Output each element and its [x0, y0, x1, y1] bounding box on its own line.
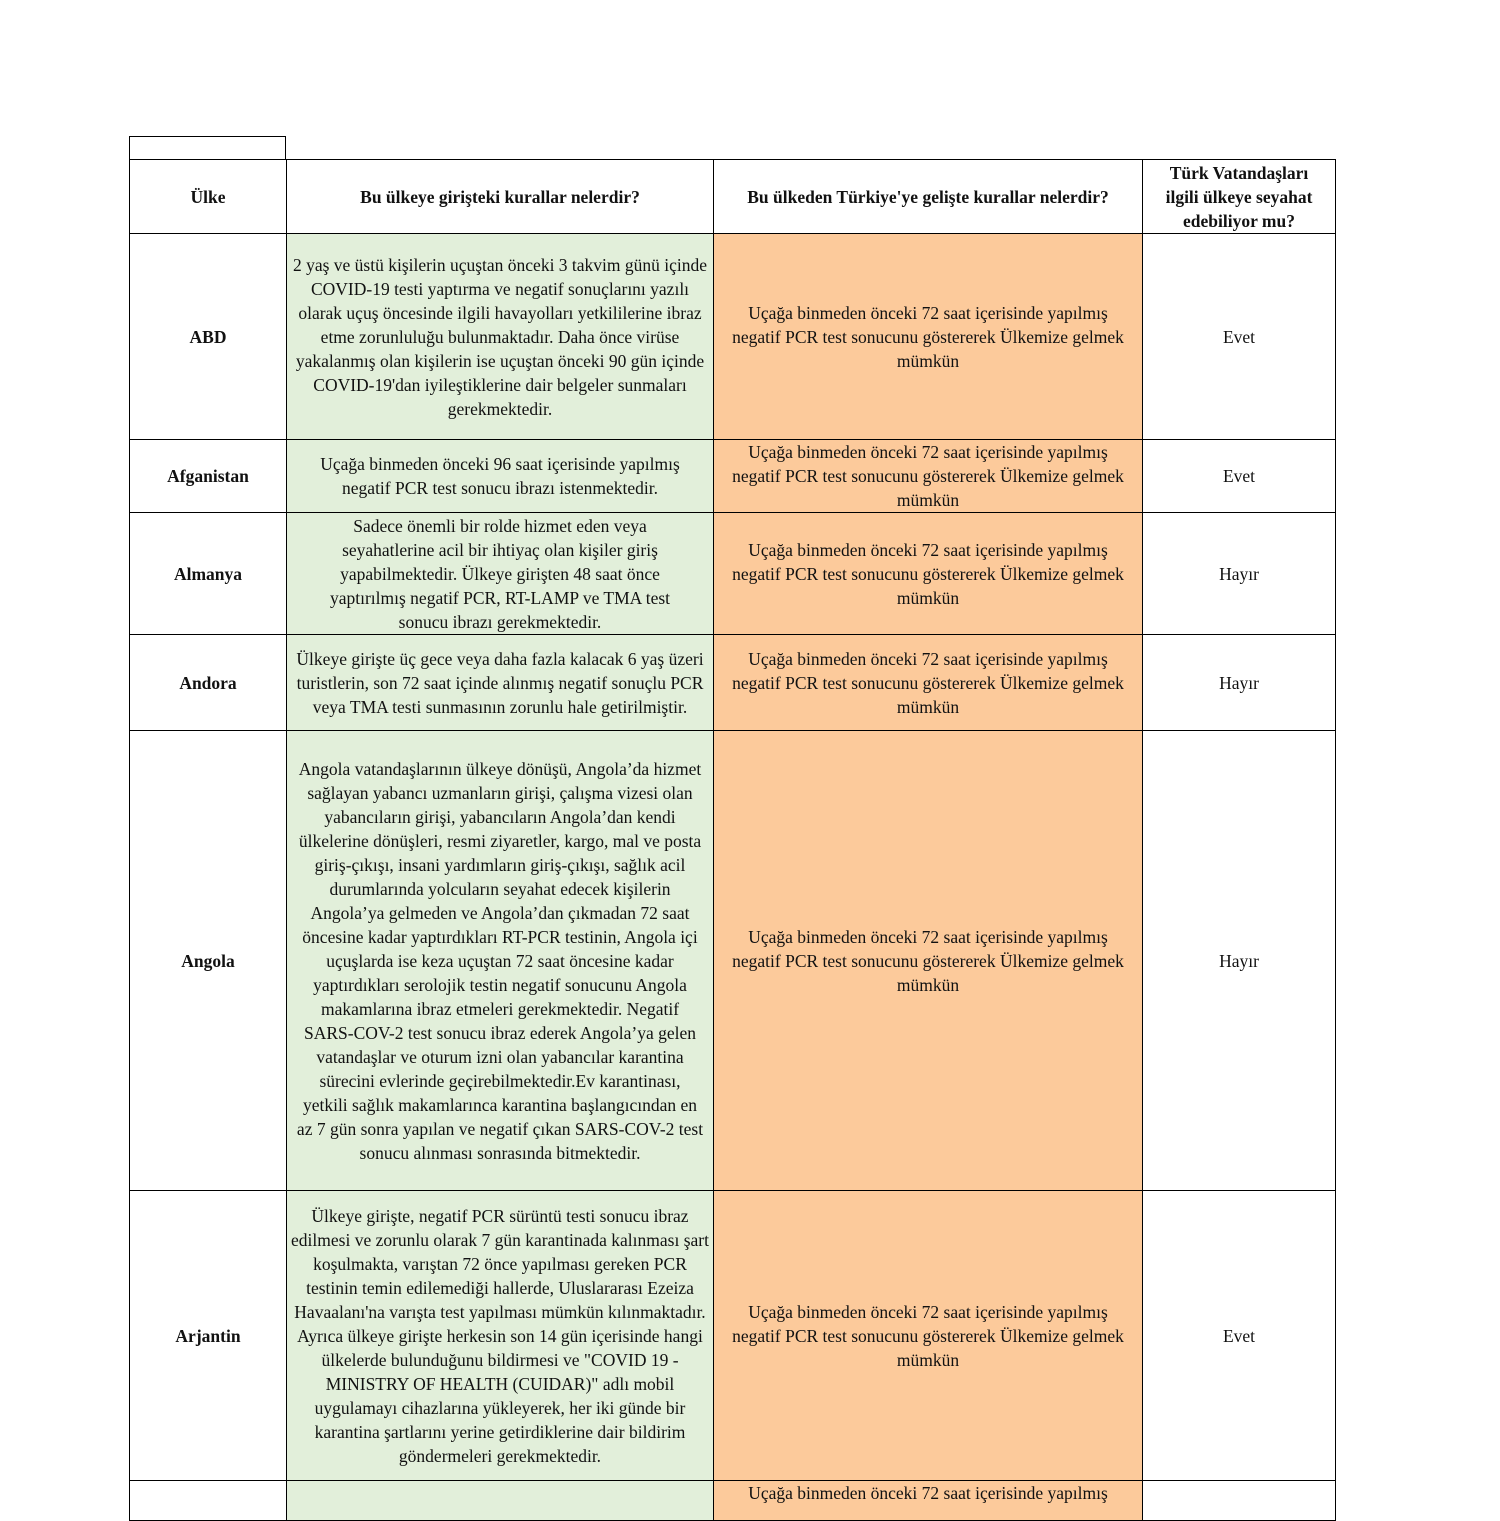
- return-rules-cell: Uçağa binmeden önceki 72 saat içerisinde yapılmış negatif PCR test sonucunu göstererek Ülkemize gelmek mümkün: [714, 513, 1143, 635]
- travel-allowed-cell: Evet: [1143, 1191, 1336, 1481]
- header-travel-allowed: Türk Vatandaşları ilgili ülkeye seyahat edebiliyor mu?: [1143, 160, 1336, 234]
- return-rules-cell: Uçağa binmeden önceki 72 saat içerisinde yapılmış negatif PCR test sonucunu göstererek Ülkemize gelmek mümkün: [714, 635, 1143, 731]
- entry-rules-cell: Uçağa binmeden önceki 96 saat içerisinde yapılmış negatif PCR test sonucu ibrazı istenmektedir.: [287, 440, 714, 513]
- entry-rules-cell: 2 yaş ve üstü kişilerin uçuştan önceki 3 takvim günü içinde COVID-19 testi yaptırma ve negatif sonuçlarını yazılı olarak uçuş öncesinde ilgili havayolları yetkililerine ibraz etme zorunluluğu bulunmaktadır. Daha önce virüse yakalanmış olan kişilerin ise uçuştan önceki 90 gün içinde COVID-19'dan iyileştiklerine dair belgeler sunmaları gerekmektedir.: [287, 234, 714, 440]
- country-cell: Afganistan: [130, 440, 287, 513]
- entry-rules-cell: Angola vatandaşlarının ülkeye dönüşü, Angola’da hizmet sağlayan yabancı uzmanların girişi, çalışma vizesi olan yabancıların girişi, yabancıların Angola’dan kendi ülkelerine dönüşleri, resmi ziyaretler, kargo, mal ve posta giriş-çıkışı, insani yardımların giriş-çıkışı, sağlık acil durumlarında yolcuların seyahat edecek kişilerin Angola’ya gelmeden ve Angola’dan çıkmadan 72 saat öncesine kadar yaptırdıkları RT-PCR testinin, Angola içi uçuşlarda ise keza uçuştan 72 saat öncesine kadar yaptırdıkları serolojik testin negatif sonucunu Angola makamlarına ibraz etmeleri gerekmektedir. Negatif SARS-COV-2 test sonucu ibraz ederek Angola’ya gelen vatandaşlar ve oturum izni olan yabancılar karantina sürecini evlerinde geçirebilmektedir.Ev karantinası, yetkili sağlık makamlarınca karantina başlangıcından en az 7 gün sonra yapılan ve negatif çıkan SARS-COV-2 test sonucu alınması sonrasında bitmektedir.: [287, 731, 714, 1191]
- entry-rules-cell: Ülkeye girişte üç gece veya daha fazla kalacak 6 yaş üzeri turistlerin, son 72 saat içinde alınmış negatif sonuçlu PCR veya TMA testi sunmasının zorunlu hale getirilmiştir.: [287, 635, 714, 731]
- table-row: [130, 731, 1336, 1191]
- return-rules-cell: Uçağa binmeden önceki 72 saat içerisinde yapılmış negatif PCR test sonucunu göstererek Ülkemize gelmek mümkün: [714, 440, 1143, 513]
- entry-rules-cell: Ülkeye girişte, negatif PCR sürüntü testi sonucu ibraz edilmesi ve zorunlu olarak 7 gün karantinada kalınması şart koşulmakta, varıştan 72 önce yapılması gereken PCR testinin temin edilemediği hallerde, Uluslararası Ezeiza Havaalanı'na varışta test yapılması mümkün kılınmaktadır. Ayrıca ülkeye girişte herkesin son 14 gün içerisinde hangi ülkelerde bulunduğunu bildirmesi ve "COVID 19 - MINISTRY OF HEALTH (CUIDAR)" adlı mobil uygulamayı cihazlarına yükleyerek, her iki günde bir karantina şartlarını yerine getirdiklerine dair bildirim göndermeleri gerekmektedir.: [287, 1191, 714, 1481]
- country-cell: Arjantin: [130, 1191, 287, 1481]
- return-rules-cell: Uçağa binmeden önceki 72 saat içerisinde yapılmış negatif PCR test sonucunu göstererek Ülkemize gelmek mümkün: [714, 1191, 1143, 1481]
- table-row: [130, 234, 1336, 440]
- entry-rules-cell: [287, 1481, 714, 1521]
- return-rules-cell: Uçağa binmeden önceki 72 saat içerisinde yapılmış negatif PCR test sonucunu göstererek Ülkemize gelmek mümkün: [714, 234, 1143, 440]
- return-rules-cell: Uçağa binmeden önceki 72 saat içerisinde yapılmış negatif PCR test sonucunu göstererek Ülkemize gelmek mümkün: [714, 731, 1143, 1191]
- country-cell: Andora: [130, 635, 287, 731]
- table-row: [130, 440, 1336, 513]
- travel-allowed-cell: Evet: [1143, 234, 1336, 440]
- travel-allowed-cell: [1143, 1481, 1336, 1521]
- table-row-partial: [130, 1481, 1336, 1521]
- entry-rules-cell: Sadece önemli bir rolde hizmet eden veya seyahatlerine acil bir ihtiyaç olan kişiler giriş yapabilmektedir. Ülkeye girişten 48 saat önce yaptırılmış negatif PCR, RT-LAMP ve TMA test sonucu ibrazı gerekmektedir.: [287, 513, 714, 635]
- header-row: [130, 160, 1336, 234]
- table-row: [130, 1191, 1336, 1481]
- header-entry-rules: Bu ülkeye girişteki kurallar nelerdir?: [287, 160, 714, 234]
- country-cell: [130, 1481, 287, 1521]
- country-cell: Almanya: [130, 513, 287, 635]
- table-row: [130, 635, 1336, 731]
- travel-allowed-cell: Hayır: [1143, 731, 1336, 1191]
- country-cell: ABD: [130, 234, 287, 440]
- travel-allowed-cell: Hayır: [1143, 513, 1336, 635]
- table-row: [130, 513, 1336, 635]
- return-rules-cell: Uçağa binmeden önceki 72 saat içerisinde yapılmış: [714, 1481, 1143, 1521]
- travel-allowed-cell: Hayır: [1143, 635, 1336, 731]
- travel-allowed-cell: Evet: [1143, 440, 1336, 513]
- header-country: Ülke: [130, 160, 287, 234]
- header-return-rules: Bu ülkeden Türkiye'ye gelişte kurallar nelerdir?: [714, 160, 1143, 234]
- travel-rules-table: [129, 159, 1336, 1521]
- country-cell: Angola: [130, 731, 287, 1191]
- empty-header-cell: [129, 136, 286, 159]
